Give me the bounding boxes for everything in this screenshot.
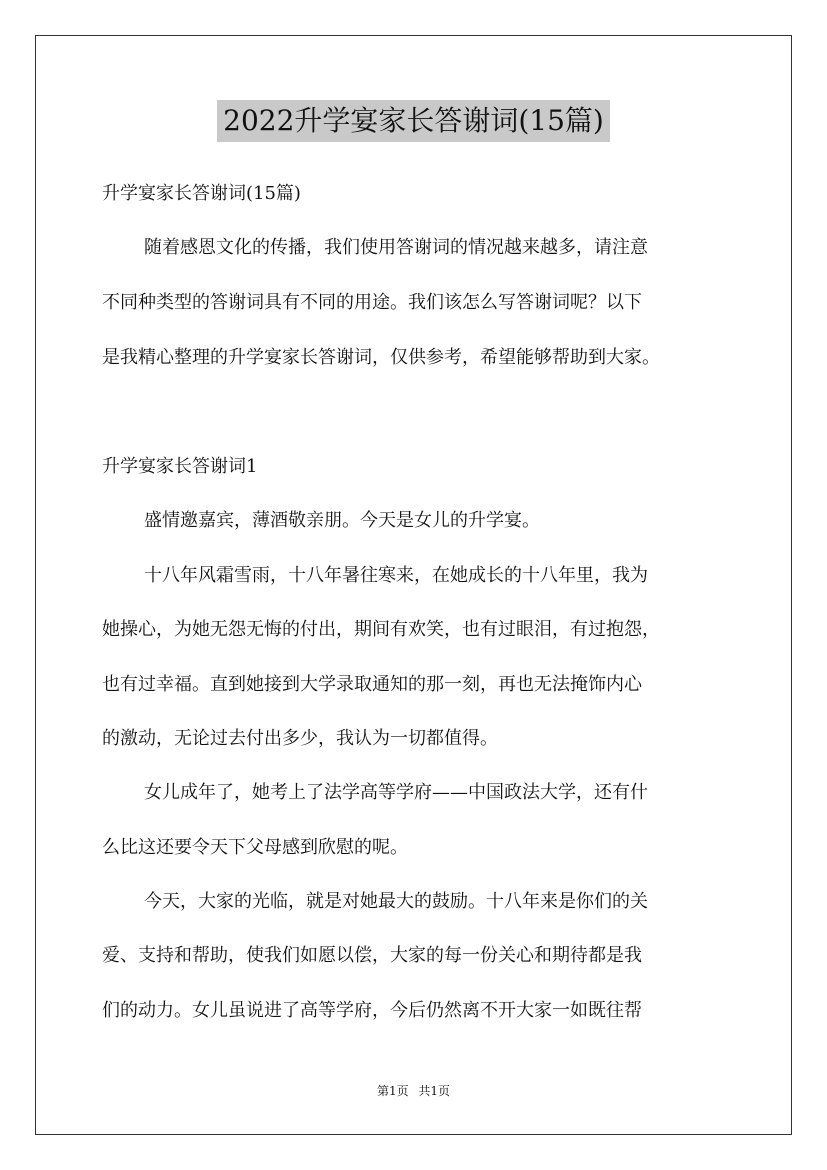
body-line: 么比这还要令天下父母感到欣慰的呢。 — [102, 837, 408, 858]
body-line: 她操心，为她无怨无悔的付出，期间有欢笑，也有过眼泪，有过抱怨， — [102, 619, 660, 640]
intro-line: 是我精心整理的升学宴家长答谢词，仅供参考，希望能够帮助到大家。 — [102, 347, 660, 368]
body-line: 今天，大家的光临，就是对她最大的鼓励。十八年来是你们的关 — [144, 891, 648, 912]
body-line: 盛情邀嘉宾，薄酒敬亲朋。今天是女儿的升学宴。 — [144, 510, 540, 531]
body-line: 爱、支持和帮助，使我们如愿以偿，大家的每一份关心和期待都是我 — [102, 945, 642, 966]
body-line: 女儿成年了，她考上了法学高等学府——中国政法大学，还有什 — [144, 782, 648, 803]
intro-line: 不同种类型的答谢词具有不同的用途。我们该怎么写答谢词呢？以下 — [102, 292, 642, 313]
title-container — [0, 100, 827, 142]
intro-line: 随着感恩文化的传播，我们使用答谢词的情况越来越多，请注意 — [144, 237, 648, 258]
section-heading: 升学宴家长答谢词1 — [102, 456, 258, 477]
body-line: 们的动力。女儿虽说进了高等学府，今后仍然离不开大家一如既往帮 — [102, 1000, 642, 1021]
page-number: 第1页 — [376, 1084, 409, 1098]
body-line: 也有过幸福。直到她接到大学录取通知的那一刻，再也无法掩饰内心 — [102, 674, 642, 695]
document-title: 2022升学宴家长答谢词(15篇) — [217, 100, 610, 142]
page-total: 共1页 — [418, 1084, 451, 1098]
body-line: 十八年风霜雪雨，十八年暑往寒来，在她成长的十八年里，我为 — [144, 565, 648, 586]
page-footer — [0, 1083, 827, 1099]
body-line: 的激动，无论过去付出多少，我认为一切都值得。 — [102, 728, 498, 749]
document-subtitle: 升学宴家长答谢词(15篇) — [102, 183, 301, 204]
